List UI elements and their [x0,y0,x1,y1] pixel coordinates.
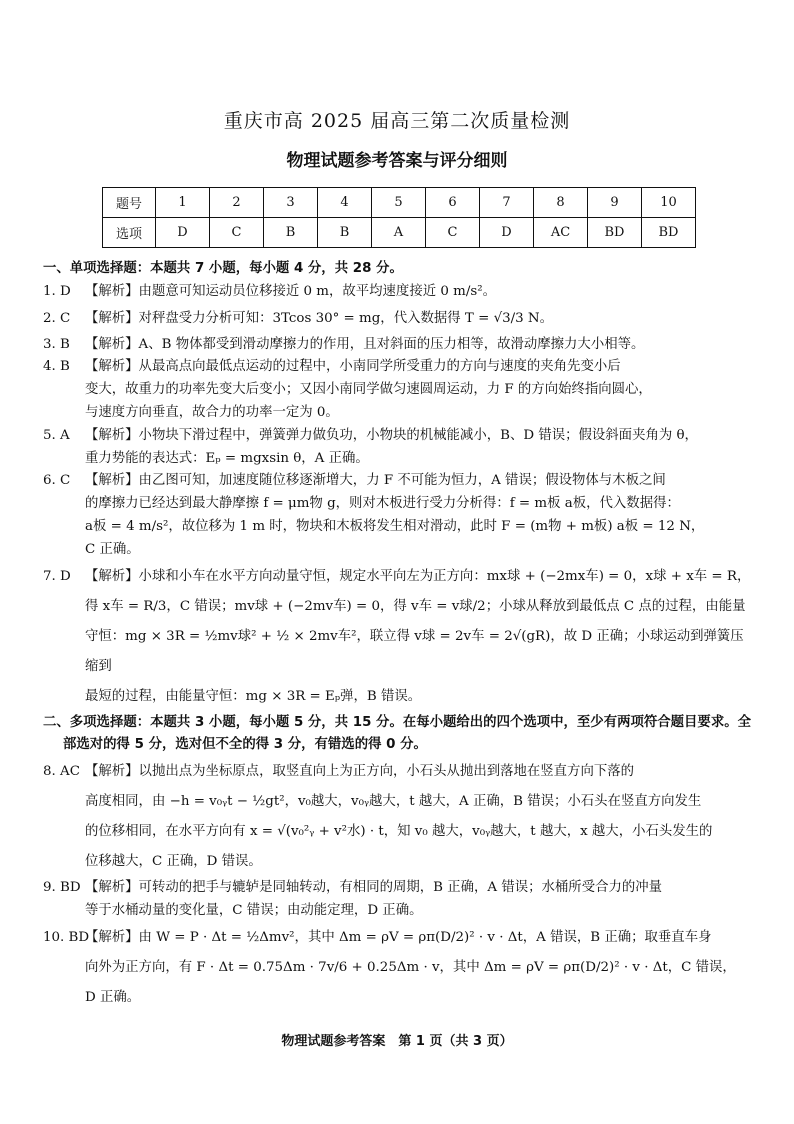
solution-line: 守恒：mg × 3R = ½mv球² + ½ × 2mv车²，联立得 v球 = 2v车 = 2√(gR)，故 D 正确；小球运动到弹簧压缩到 [85,628,744,674]
solution-item [43,334,755,357]
page-title: 重庆市高 2025 届高三第二次质量检测 [223,110,571,132]
answer-cell: D [156,218,210,248]
question-number: 8 [534,188,588,218]
answer-body [43,258,755,1013]
solution-item [43,562,755,712]
solution-line: D 正确。 [85,989,141,1005]
question-number: 10 [642,188,696,218]
solution-line: a板 = 4 m/s²，故位移为 1 m 时，物块和木板将发生相对滑动，此时 F = (m物 + m板) a板 = 12 N， [85,518,705,534]
solution-item [43,470,755,561]
solution-line: 得 x车 = R/3，C 错误；mv球 + (−2mv车) = 0，得 v车 = v球/2；小球从释放到最低点 C 点的过程，由能量 [85,598,746,614]
solution-line: 最短的过程，由能量守恒：mg × 3R = Eₚ弹，B 错误。 [85,688,422,704]
question-answer-label: 8. AC [43,764,80,780]
single-choice-items [43,281,755,712]
question-number: 1 [156,188,210,218]
solution-item [43,304,755,334]
answer-cell: D [480,218,534,248]
section-heading-single-choice: 一、单项选择题：本题共 7 小题，每小题 4 分，共 28 分。 [43,261,403,276]
answer-table-answer-row [103,218,696,248]
answer-cell: B [318,218,372,248]
solution-line: 重力势能的表达式：Eₚ = mgxsin θ，A 正确。 [85,450,369,466]
solution-line: 向外为正方向，有 F · Δt = 0.75Δm · 7v/6 + 0.25Δm · v，其中 Δm = ρV = ρπ(D/2)² · v · Δt，C 错误， [85,959,736,975]
solution-item [43,923,755,1013]
question-number: 2 [210,188,264,218]
question-number: 6 [426,188,480,218]
solution-line: 【解析】对秤盘受力分析可知：3Tcos 30° = mg，代入数据得 T = √3/3 N。 [85,310,554,326]
solution-line: 【解析】可转动的把手与辘轳是同轴转动，有相同的周期，B 正确，A 错误；水桶所受合力的冲量 [85,880,663,896]
page-subtitle: 物理试题参考答案与评分细则 [286,151,508,171]
answer-cell: AC [534,218,588,248]
question-number: 5 [372,188,426,218]
solution-item [43,356,755,424]
question-answer-label: 5. A [43,427,70,443]
answer-cell: A [372,218,426,248]
row-label-number: 题号 [103,188,156,218]
solution-line: 【解析】小球和小车在水平方向动量守恒，规定水平向左为正方向：mx球 + (−2mx车) = 0，x球 + x车 = R， [85,568,751,584]
solution-line: 【解析】由题意可知运动员位移接近 0 m，故平均速度接近 0 m/s²。 [85,283,496,299]
answer-cell: BD [588,218,642,248]
solution-line: 【解析】A、B 物体都受到滑动摩擦力的作用，且对斜面的压力相等，故滑动摩擦力大小相等。 [85,336,645,352]
section-heading-multi-choice: 二、多项选择题：本题共 3 小题，每小题 5 分，共 15 分。在每小题给出的四个选项中，至少有两项符合题目要求。全部选对的得 5 分，选对但不全的得 3 分，有错选的得 0 分。 [43,714,751,753]
solution-line: 与速度方向垂直，故合力的功率一定为 0。 [85,404,339,420]
answer-table-number-row [103,188,696,218]
answer-cell: BD [642,218,696,248]
solution-line: 【解析】由 W = P · Δt = ½Δmv²，其中 Δm = ρV = ρπ(D/2)² · v · Δt，A 错误，B 正确；取垂直车身 [85,929,712,945]
page-footer: 物理试题参考答案 第 1 页（共 3 页） [281,1034,513,1049]
answer-cell: C [426,218,480,248]
answer-cell: C [210,218,264,248]
solution-item [43,877,755,923]
solution-line: 【解析】小物块下滑过程中，弹簧弹力做负功，小物块的机械能减小，B、D 错误；假设斜面夹角为 θ， [85,427,698,443]
question-number: 3 [264,188,318,218]
solution-line: 等于水桶动量的变化量，C 错误；由动能定理，D 正确。 [85,902,423,918]
question-answer-label: 4. B [43,359,70,375]
solution-line: 【解析】由乙图可知，加速度随位移逐渐增大，力 F 不可能为恒力，A 错误；假设物体与木板之间 [85,473,666,489]
answer-cell: B [264,218,318,248]
solution-line: 【解析】从最高点向最低点运动的过程中，小南同学所受重力的方向与速度的夹角先变小后 [85,359,621,375]
question-answer-label: 3. B [43,336,70,352]
question-number: 9 [588,188,642,218]
question-answer-label: 9. BD [43,880,81,896]
solution-line: 高度相同，由 −h = v₀ᵧt − ½gt²，v₀越大，v₀ᵧ越大，t 越大，A 正确，B 错误；小石头在竖直方向发生 [85,794,702,810]
question-answer-label: 2. C [43,310,71,326]
solution-item [43,281,755,304]
row-label-answer: 选项 [103,218,156,248]
solution-line: 的位移相同，在水平方向有 x = √(v₀²ᵧ + v²水) · t，知 v₀ 越大，v₀ᵧ越大，t 越大，x 越大，小石头发生的 [85,824,713,840]
question-number: 7 [480,188,534,218]
question-answer-label: 7. D [43,568,71,584]
question-answer-label: 6. C [43,473,71,489]
solution-line: 的摩擦力已经达到最大静摩擦 f = μm物 g，则对木板进行受力分析得：f = m板 a板，代入数据得： [85,496,680,512]
solution-line: 【解析】以抛出点为坐标原点，取竖直向上为正方向，小石头从抛出到落地在竖直方向下落的 [85,764,635,780]
solution-line: 位移越大，C 正确，D 错误。 [85,854,262,870]
question-number: 4 [318,188,372,218]
solution-line: C 正确。 [85,541,140,557]
answer-table [102,187,696,248]
solution-item [43,425,755,471]
multi-choice-items [43,757,755,1013]
question-answer-label: 1. D [43,283,71,299]
solution-item [43,757,755,877]
solution-line: 变大，故重力的功率先变大后变小；又因小南同学做匀速圆周运动，力 F 的方向始终指向圆心， [85,382,652,398]
question-answer-label: 10. BD [43,929,90,945]
